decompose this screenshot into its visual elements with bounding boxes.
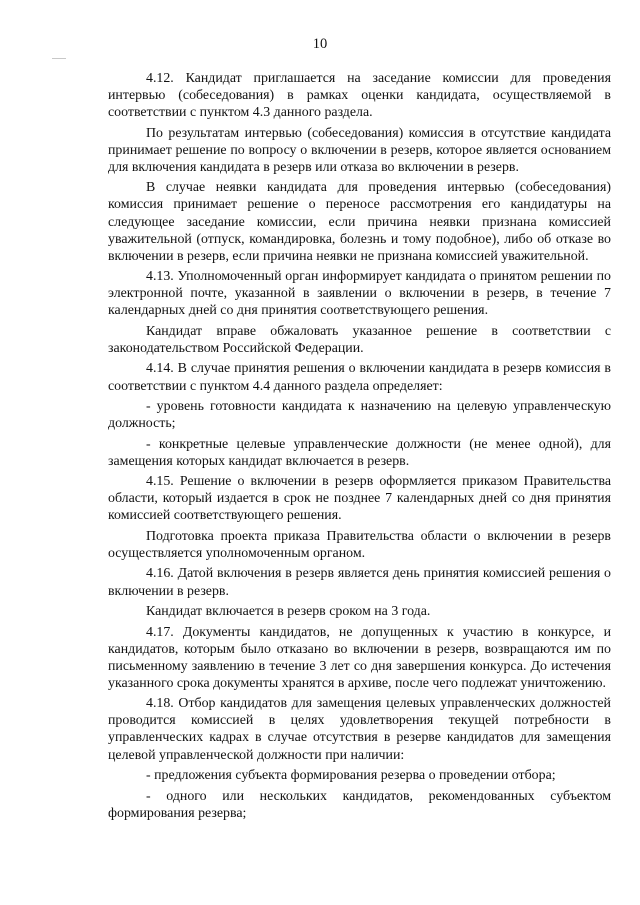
margin-mark: [52, 58, 66, 59]
paragraph-4-15: 4.15. Решение о включении в резерв оформляется приказом Правительства области, который издается в срок не позднее 7 календарных дней со дня принятия комиссией соответствующего решения.: [108, 474, 611, 524]
paragraph-4-14: 4.14. В случае принятия решения о включении кандидата в резерв комиссия в соответствии с пунктом 4.4 данного раздела определяет:: [108, 361, 611, 394]
paragraph-4-12: 4.12. Кандидат приглашается на заседание комиссии для проведения интервью (собеседования) в рамках оценки кандидата, осуществляемой в соответствии с пунктом 4.3 данного раздела.: [108, 71, 611, 121]
list-item-positions: - конкретные целевые управленческие должности (не менее одной), для замещения которых кандидат включается в резерв.: [108, 436, 611, 469]
paragraph-appeal: Кандидат вправе обжаловать указанное решение в соответствии с законодательством Российской Федерации.: [108, 323, 611, 356]
paragraph-4-13: 4.13. Уполномоченный орган информирует кандидата о принятом решении по электронной почте, указанной в заявлении о включении в резерв, в течение 7 календарных дней со дня принятия соответствующего решения.: [108, 269, 611, 319]
list-item-readiness: - уровень готовности кандидата к назначению на целевую управленческую должность;: [108, 399, 611, 432]
paragraph-4-18: 4.18. Отбор кандидатов для замещения целевых управленческих должностей проводится комиссией в целях удовлетворения текущей потребности в управленческих кадрах в случае отсутствия в резерве кандидатов для замещения целевой управленческой должности при наличии:: [108, 696, 611, 763]
paragraph-4-16: 4.16. Датой включения в резерв является день принятия комиссией решения о включении в резерв.: [108, 566, 611, 599]
document-body: [108, 70, 611, 822]
list-item-proposal: - предложения субъекта формирования резерва о проведении отбора;: [146, 768, 556, 784]
paragraph-interview-results: По результатам интервью (собеседования) комиссия в отсутствие кандидата принимает решение по вопросу о включении в резерв, которое является основанием для включения кандидата в резерв или отказа во включении в резерв.: [108, 125, 611, 175]
page-number: 10: [312, 36, 328, 52]
paragraph-term: Кандидат включается в резерв сроком на 3 года.: [146, 604, 431, 620]
paragraph-4-17: 4.17. Документы кандидатов, не допущенных к участию в конкурсе, и кандидатов, которым было отказано во включении в резерв, возвращаются им по письменному заявлению в течение 3 лет со дня завершения конкурса. До истечения указанного срока документы хранятся в архиве, после чего подлежат уничтожению.: [108, 624, 611, 691]
paragraph-absence: В случае неявки кандидата для проведения интервью (собеседования) комиссия принимает решение о переносе рассмотрения его кандидатуры на следующее заседание комиссии, если причина неявки признана комиссией уважительной (отпуск, командировка, болезнь и тому подобное), либо об отказе во включении в резерв, если причина неявки не признана комиссией уважительной.: [108, 180, 611, 264]
list-item-candidates: - одного или нескольких кандидатов, рекомендованных субъектом формирования резерва;: [108, 788, 611, 821]
paragraph-order-preparation: Подготовка проекта приказа Правительства области о включении в резерв осуществляется уполномоченным органом.: [108, 528, 611, 561]
